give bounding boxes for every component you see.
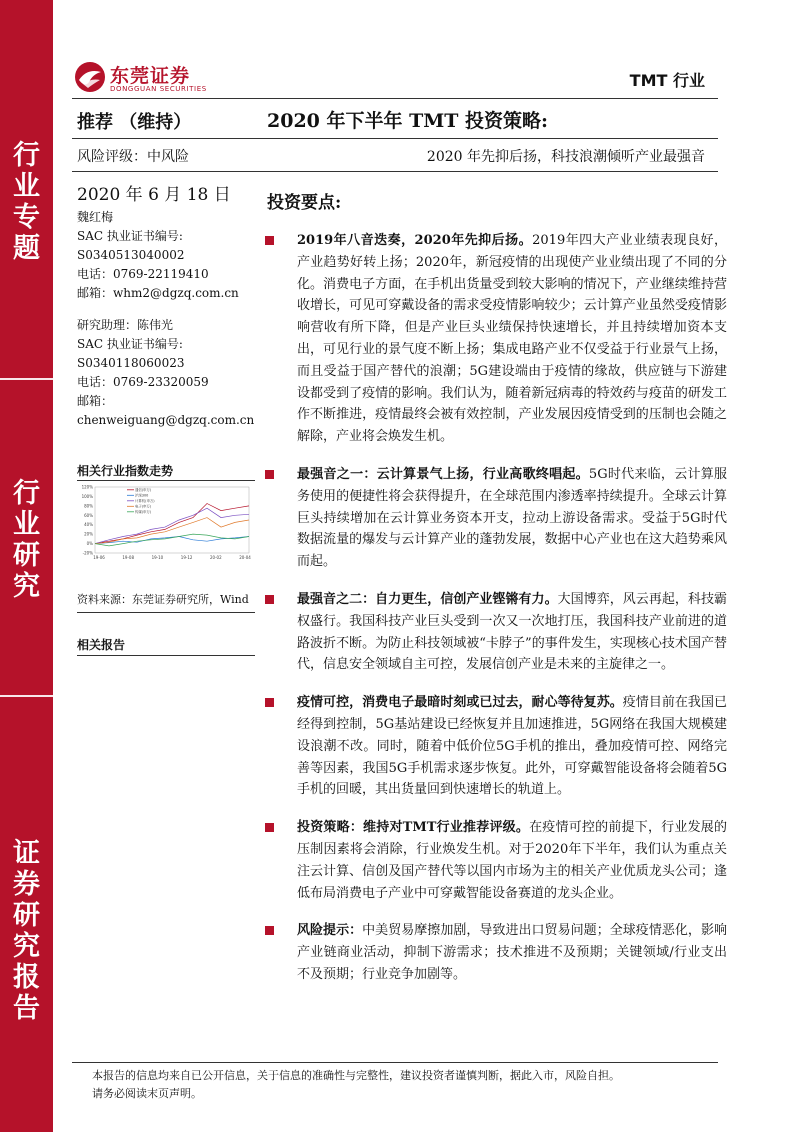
key-point-body: 中美贸易摩擦加剧，导致进出口贸易问题；全球疫情恶化，影响产业链商业活动，抑制下游需求；技术推进不及预期；关键领域/行业支出不及预期；行业竞争加剧等。 bbox=[297, 923, 727, 982]
key-point-lead: 最强音之二：自力更生，信创产业铿锵有力。 bbox=[297, 591, 558, 607]
key-point-lead: 2019年八音迭奏，2020年先抑后扬。 bbox=[297, 233, 533, 248]
square-bullet-icon bbox=[265, 823, 274, 832]
x-tick-label: 20-04 bbox=[239, 555, 251, 560]
contact-line: SAC 执业证书编号: bbox=[77, 337, 183, 351]
contact-line: 邮箱： bbox=[77, 394, 114, 408]
y-tick-label: 80% bbox=[84, 503, 93, 509]
risk-rating: 风险评级：中风险 bbox=[77, 149, 189, 165]
key-point-lead: 最强音之一：云计算景气上扬，行业高歌终唱起。 bbox=[297, 466, 589, 482]
band-char: 证 bbox=[13, 838, 40, 869]
assistant-contact bbox=[77, 316, 254, 430]
key-points-list bbox=[265, 230, 727, 1002]
series-line bbox=[95, 518, 249, 544]
x-tick-label: 19-10 bbox=[151, 555, 164, 560]
band-divider bbox=[0, 378, 53, 380]
contact-line: 魏红梅 bbox=[77, 210, 114, 224]
key-point-lead: 风险提示： bbox=[297, 923, 363, 939]
disclaimer-line: 本报告的信息均来自已公开信息，关于信息的准确性与完整性，建议投资者谨慎判断，据此入市，风险自担。 bbox=[92, 1069, 620, 1082]
source-rule bbox=[77, 612, 255, 613]
contact-line: S0340118060023 bbox=[77, 356, 185, 370]
legend-label: 电子(申万) bbox=[135, 504, 152, 509]
band-char: 究 bbox=[13, 571, 40, 602]
chart-title-rule bbox=[77, 480, 255, 481]
band-char: 题 bbox=[13, 233, 40, 264]
square-bullet-icon bbox=[265, 595, 274, 604]
band-divider bbox=[0, 695, 53, 697]
legend-label: 沪深300 bbox=[135, 493, 149, 498]
key-point-body: 疫情目前在我国已经得到控制，5G基站建设已经恢复并且加速推进，5G网络在我国大规模建设浪潮不改。同时，随着中低价位5G手机的推出，叠加疫情可控、网络完善等因素，我国5G手机需求逐步恢复。此外，可穿戴智能设备将会随着5G手机的回暖，其出货量回到快速增长的轨道上。 bbox=[297, 695, 727, 798]
key-point bbox=[265, 817, 727, 904]
band-char: 研 bbox=[13, 540, 40, 571]
key-point-lead: 投资策略：维持对TMT行业推荐评级。 bbox=[297, 820, 530, 836]
y-tick-label: 100% bbox=[81, 493, 93, 499]
plot-area bbox=[95, 487, 249, 553]
y-tick-label: 120% bbox=[81, 484, 93, 490]
x-tick-label: 19-08 bbox=[122, 555, 135, 560]
logo-mark-icon bbox=[73, 60, 107, 94]
key-point bbox=[265, 464, 727, 573]
band-char: 行 bbox=[13, 478, 40, 509]
legend-label: 传媒(申万) bbox=[135, 510, 152, 514]
y-tick-label: 0% bbox=[86, 541, 93, 547]
subtitle-rule bbox=[72, 171, 718, 172]
key-points-heading: 投资要点: bbox=[267, 193, 342, 213]
chart-source: 资料来源：东莞证券研究所，Wind bbox=[77, 593, 249, 606]
key-point-body: 5G时代来临，云计算服务使用的便捷性将会获得提升，在全球范围内渗透率持续提升。全球云计算巨头持续增加在云计算业务资本开支，拉动上游设备需求。受益于5G时代数据流量的爆发与云计算产业的蓬勃发展，数据中心产业也在这大趋势乘风而起。 bbox=[297, 466, 727, 570]
key-point-body: 2019年四大产业业绩表现良好，产业趋势好转上扬；2020年，新冠疫情的出现使产业业绩出现了不同的分化。消费电子方面，在手机出货量受到较大影响的情况下，产业继续维持营收增长，可见可穿戴设备的需求受疫情影响较少；云计算产业虽然受疫情影响营收有所下降，但是产业巨头业绩保持快速增长，并且持续增加资本支出，可见行业的景气度不断上扬；集成电路产业不仅受益于行业景气上扬，而且受益于国产替代的浪潮；5G建设端由于疫情的缘故，供应链与下游建设都受到了疫情的影响。我们认为，随着新冠病毒的特效药与疫苗的研发工作不断推进，疫情最终会被有效控制，产业发展因疫情受到的压制也会随之解除，产业将会焕发生机。 bbox=[297, 233, 727, 445]
key-point bbox=[265, 230, 727, 448]
key-point-body: 大国博弈，风云再起，科技霸权盛行。我国科技产业巨头受到一次又一次地打压，我国科技产业前进的道路波折不断。为防止科技领域被“卡脖子”的事件发生，实现核心技术国产替代，信息安全领域自主可控，发展信创产业是未来的主旋律之一。 bbox=[297, 591, 727, 673]
report-title: 2020 年下半年 TMT 投资策略: bbox=[267, 110, 549, 132]
contact-line: 研究助理：陈伟光 bbox=[77, 318, 174, 332]
disclaimer bbox=[92, 1067, 620, 1103]
band-char: 行 bbox=[13, 140, 40, 171]
band-char: 报 bbox=[13, 962, 40, 993]
x-tick-label: 19-12 bbox=[180, 555, 193, 560]
contact-line: 电话：0769-22119410 bbox=[77, 267, 209, 281]
contact-line: 邮箱：whm2@dgzq.com.cn bbox=[77, 286, 239, 300]
header-rule bbox=[72, 98, 718, 99]
y-tick-label: 40% bbox=[84, 522, 93, 528]
legend-label: 计算机(申万) bbox=[135, 499, 155, 503]
contact-line: 电话：0769-23320059 bbox=[77, 375, 209, 389]
square-bullet-icon bbox=[265, 236, 274, 245]
y-tick-label: 20% bbox=[84, 531, 93, 537]
legend-label: 通信(申万) bbox=[135, 488, 152, 492]
band-char: 究 bbox=[13, 931, 40, 962]
logo-name-cn: 东莞证券 bbox=[110, 65, 191, 87]
band-section-research bbox=[0, 478, 53, 602]
contact-line: chenweiguang@dgzq.com.cn bbox=[77, 413, 255, 427]
band-char: 券 bbox=[13, 869, 40, 900]
key-point bbox=[265, 589, 727, 676]
band-char: 业 bbox=[13, 171, 40, 202]
related-rule bbox=[77, 655, 255, 656]
report-subtitle: 2020 年先抑后扬，科技浪潮倾听产业最强音 bbox=[426, 149, 705, 165]
title-rule bbox=[72, 138, 718, 139]
square-bullet-icon bbox=[265, 470, 274, 479]
band-char: 研 bbox=[13, 900, 40, 931]
key-point-lead: 疫情可控，消费电子最暗时刻或已过去，耐心等待复苏。 bbox=[297, 695, 623, 711]
contact-line: S0340513040002 bbox=[77, 248, 185, 262]
x-tick-label: 20-02 bbox=[209, 555, 222, 560]
chart-title: 相关行业指数走势 bbox=[77, 464, 174, 478]
key-point bbox=[265, 692, 727, 801]
recommendation: 推荐 （维持） bbox=[77, 112, 192, 133]
footer-rule bbox=[72, 1062, 718, 1063]
report-date: 2020 年 6 月 18 日 bbox=[77, 185, 231, 205]
company-logo bbox=[73, 60, 253, 100]
square-bullet-icon bbox=[265, 926, 274, 935]
y-tick-label: 60% bbox=[84, 512, 93, 518]
logo-name-en: DONGGUAN SECURITIES bbox=[110, 85, 207, 93]
related-reports-heading: 相关报告 bbox=[77, 638, 126, 652]
band-section-securities bbox=[0, 838, 53, 1024]
analyst-contact bbox=[77, 208, 239, 303]
disclaimer-line: 请务必阅读末页声明。 bbox=[92, 1087, 202, 1100]
x-tick-label: 19-06 bbox=[93, 555, 105, 560]
square-bullet-icon bbox=[265, 698, 274, 707]
index-trend-chart bbox=[77, 483, 255, 565]
band-section-topic bbox=[0, 140, 53, 264]
band-char: 业 bbox=[13, 509, 40, 540]
band-char: 专 bbox=[13, 202, 40, 233]
industry-label: TMT 行业 bbox=[629, 71, 705, 90]
key-point-body: 在疫情可控的前提下，行业发展的压制因素将会消除，行业焕发生机。对于2020年下半年，我们认为重点关注云计算、信创及国产替代等以国内市场为主的相关产业优质龙头公司；逢低布局消费电子产业中可穿戴智能设备赛道的龙头企业。 bbox=[297, 820, 727, 901]
y-tick-label: -20% bbox=[82, 550, 93, 556]
key-point bbox=[265, 920, 727, 985]
band-char: 告 bbox=[13, 993, 40, 1024]
contact-line: SAC 执业证书编号: bbox=[77, 229, 183, 243]
